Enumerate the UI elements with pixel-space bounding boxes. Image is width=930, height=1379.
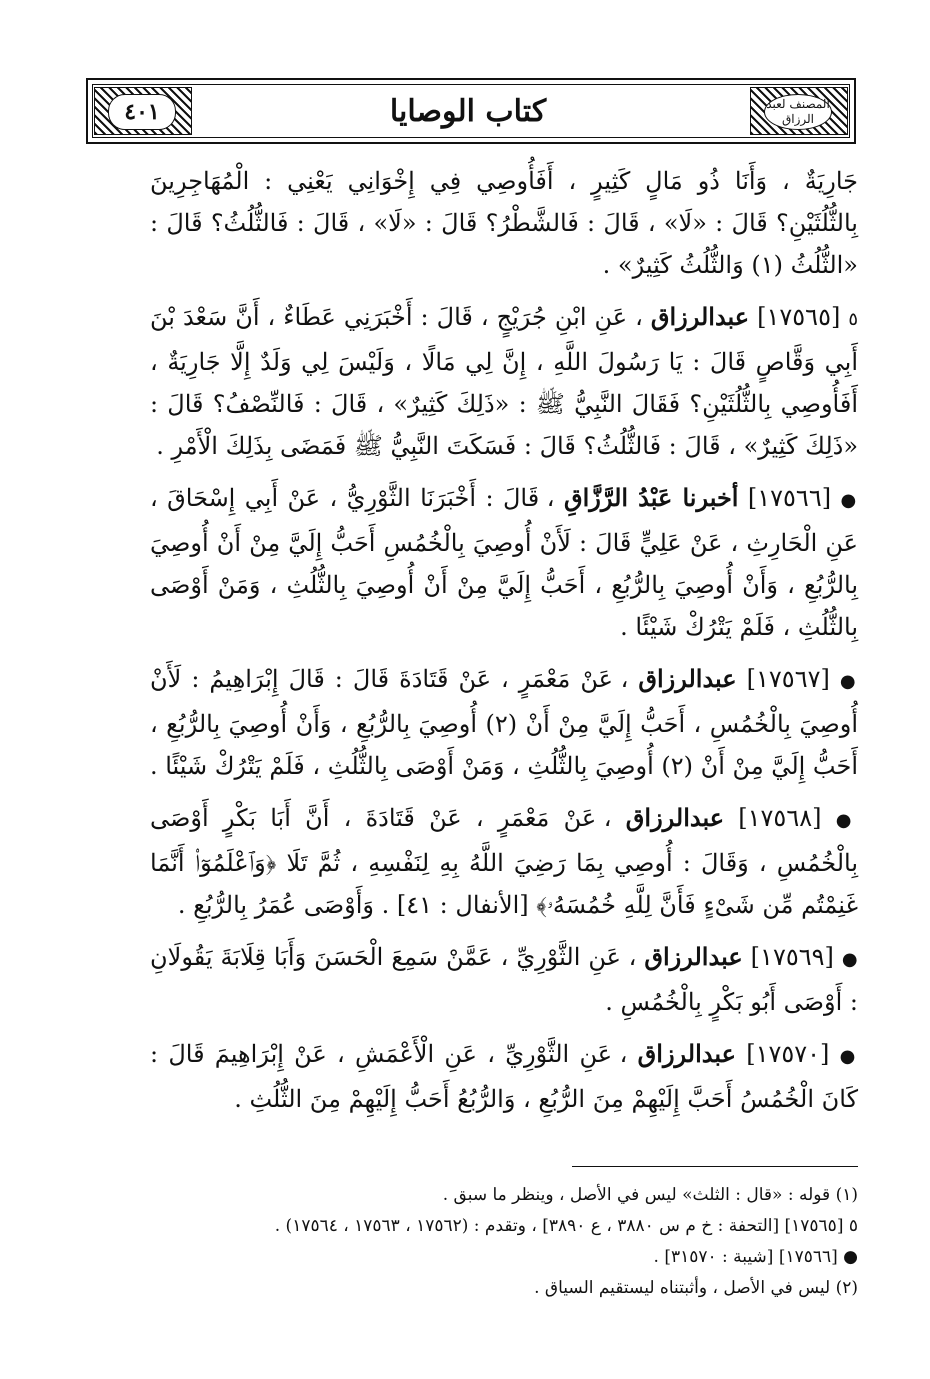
hadith-marker: ● — [839, 1046, 858, 1067]
hadith-text: ، عَنْ مَعْمَرٍ ، عَنْ قَتَادَةَ ، أَنَّ أَبَا بَكْرٍ أَوْصَى بِالْخُمُسِ ، وَقَالَ : أُوصِي بِمَا رَضِيَ اللَّهُ بِهِ لِنَفْسِهِ ، ثُمَّ تَلَا ﴿وَٱعْلَمُوٓا۟ أَنَّمَا غَنِمْتُم مِّن شَىْءٍ فَأَنَّ لِلَّهِ خُمُسَهُۥ﴾ [الأنفال : ٤١] . وَأَوْصَى عُمَرُ بِالرُّبُعِ . — [150, 804, 858, 919]
footnote: (١) قوله : «قال : الثلث» ليس في الأصل ، وينظر ما سبق . — [442, 1185, 858, 1205]
narrator-name: عبدالرزاق — [638, 664, 737, 693]
hadith-number: [١٧٥٦٦] — [747, 484, 832, 512]
page-header — [86, 78, 856, 144]
hadith-17568 — [150, 797, 858, 926]
hadith-marker: ● — [840, 490, 858, 511]
hadith-17565 — [150, 296, 858, 467]
hadith-text: ، عَنْ مَعْمَرٍ ، عَنْ قَتَادَةَ قَالَ : قَالَ إِبْرَاهِيمُ : لَأَنْ أُوصِيَ بِالْخُمُسِ ، أَحَبُّ إِلَيَّ مِنْ أَنْ (٢) أُوصِيَ بِالرُّبُعِ ، وَأَنْ أُوصِيَ بِالرُّبُعِ ، أَحَبُّ إِلَيَّ مِنْ أَنْ (٢) أُوصِيَ بِالثُّلُثِ ، وَمَنْ أَوْصَى بِالثُّلُثِ ، فَلَمْ يَتْرُكْ شَيْئًا . — [149, 665, 859, 780]
hadith-number: [١٧٥٦٥] — [757, 303, 841, 331]
footnotes — [150, 1180, 858, 1304]
main-text — [150, 160, 858, 1130]
footnote: ٥ [١٧٥٦٥] [التحفة : خ م س ٣٨٨٠ ، ع ٣٨٩٠] ، وتقدم : (١٧٥٦٢ ، ١٧٥٦٣ ، ١٧٥٦٤) . — [274, 1216, 858, 1236]
series-label: المصنف لعبد الرزاق — [764, 94, 832, 130]
footnote: (٢) ليس في الأصل ، وأثبتناه ليستقيم السياق . — [534, 1278, 858, 1298]
hadith-marker: ● — [835, 810, 858, 831]
narrator-name: عبدالرزاق — [637, 1039, 736, 1068]
hadith-marker: ● — [839, 671, 858, 692]
hadith-17569 — [150, 936, 858, 1023]
hadith-17566 — [150, 477, 858, 648]
hadith-17567 — [150, 658, 858, 787]
page-number: ٤٠١ — [108, 94, 176, 130]
narrator-name: عبدالرزاق — [625, 803, 725, 832]
hadith-text: ، عَنِ ابْنِ جُرَيْجٍ ، قَالَ : أَخْبَرَنِي عَطَاءٌ ، أَنَّ سَعْدَ بْنَ أَبِي وَقَّاصٍ قَالَ : يَا رَسُولَ اللَّهِ ، إِنَّ لِي مَالًا ، وَلَيْسَ لِي وَلَدٌ إِلَّا جَارِيَةٌ ، أَفَأُوصِي بِالثُّلُثَيْنِ؟ فَقَالَ النَّبِيُّ ﷺ : «ذَلِكَ كَثِيرٌ» ، قَالَ : فَالنِّصْفُ؟ قَالَ : «ذَلِكَ كَثِيرٌ» ، قَالَ : فَالثُّلُثُ؟ قَالَ : فَسَكَتَ النَّبِيُّ ﷺ فَمَضَى بِذَلِكَ الْأَمْرِ . — [150, 303, 858, 460]
narrator-name: أخبرنا عَبْدُ الرَّزَّاقِ — [563, 483, 739, 512]
paragraph-text: جَارِيَةٌ ، وَأَنَا ذُو مَالٍ كَثِيرٍ ، أَفَأُوصِي فِي إِخْوَانِي يَعْنِي : الْمُهَاجِرِينَ بِالثُّلُثَيْنِ؟ قَالَ : «لَا» ، قَالَ : فَالشَّطْرُ؟ قَالَ : «لَا» ، قَالَ : فَالثُّلُثُ؟ قَالَ : «الثُّلُثُ (١) وَالثُّلُثُ كَثِيرٌ» . — [150, 167, 858, 279]
hadith-17570 — [150, 1033, 858, 1120]
hadith-number: [١٧٥٦٩] — [750, 943, 834, 971]
hadith-text: ، عَنِ الثَّوْرِيِّ ، عَمَّنْ سَمِعَ الْحَسَنَ وَأَبَا قِلَابَةَ يَقُولَانِ : أَوْصَى أَبُو بَكْرٍ بِالْخُمُسِ . — [150, 943, 858, 1016]
hadith-number: [١٧٥٧٠] — [746, 1040, 830, 1068]
hadith-number: [١٧٥٦٨] — [738, 804, 822, 832]
book-title: كتاب الوصايا — [389, 94, 547, 129]
paragraph-continuation — [150, 160, 858, 286]
hadith-text: ، قَالَ : أَخْبَرَنَا الثَّوْرِيُّ ، عَنْ أَبِي إِسْحَاقَ ، عَنِ الْحَارِثِ ، عَنْ عَلِيٍّ قَالَ : لَأَنْ أُوصِيَ بِالْخُمُسِ أَحَبُّ إِلَيَّ مِنْ أَنْ أُوصِيَ بِالرُّبُعِ ، وَأَنْ أُوصِيَ بِالرُّبُعِ ، أَحَبُّ إِلَيَّ مِنْ أَنْ أُوصِيَ بِالثُّلُثِ ، وَمَنْ أَوْصَى بِالثُّلُثِ ، فَلَمْ يَتْرُكْ شَيْئًا . — [150, 484, 858, 641]
hadith-text: ، عَنِ الثَّوْرِيِّ ، عَنِ الْأَعْمَشِ ، عَنْ إِبْرَاهِيمَ قَالَ : كَانَ الْخُمُسُ أَحَبَّ إِلَيْهِمْ مِنَ الرُّبُعِ ، وَالرُّبُعُ أَحَبُّ إِلَيْهِمْ مِنَ الثُّلُثِ . — [150, 1040, 858, 1113]
footnote-separator — [572, 1166, 858, 1167]
hadith-marker: ● — [841, 949, 859, 970]
narrator-name: عبدالرزاق — [644, 942, 743, 971]
narrator-name: عبدالرزاق — [650, 302, 750, 331]
footnote: ● [١٧٥٦٦] [شيبة : ٣١٥٧٠] . — [653, 1247, 858, 1267]
hadith-number: [١٧٥٦٧] — [746, 665, 830, 693]
hadith-marker: ٥ — [848, 309, 859, 330]
